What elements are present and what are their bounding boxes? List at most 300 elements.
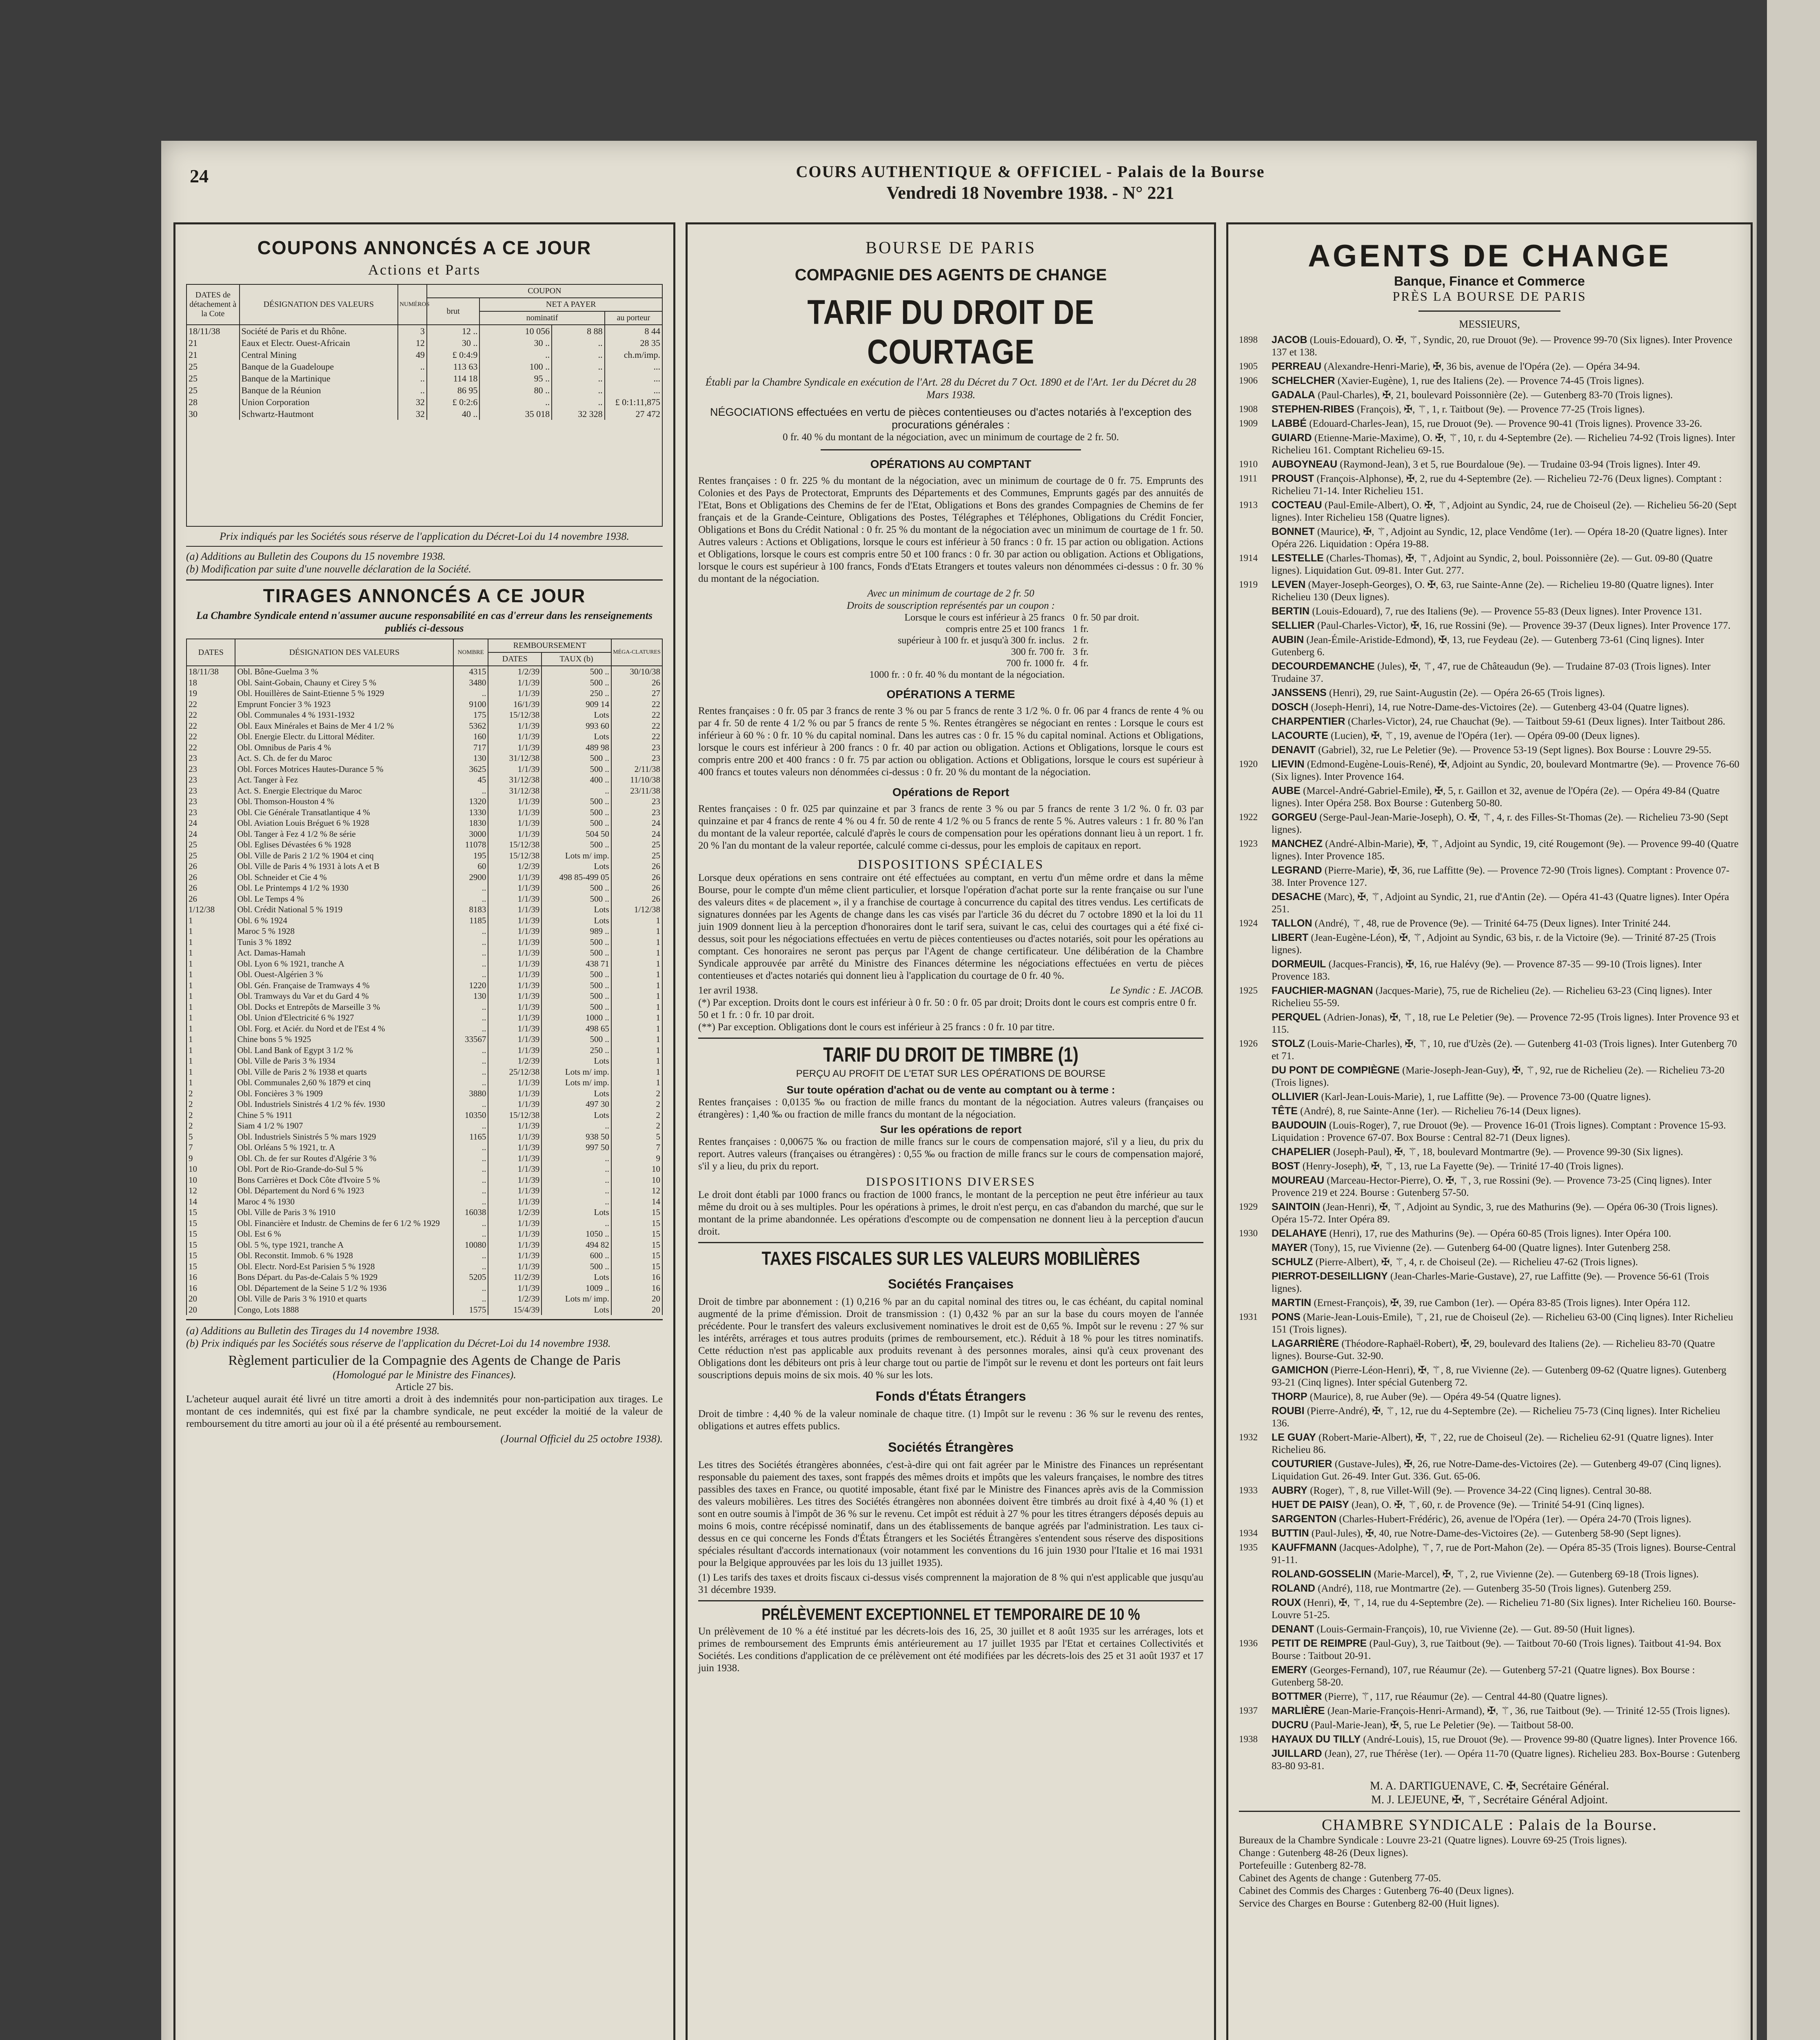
table-cell: 22 bbox=[611, 710, 662, 721]
table-cell: 12 bbox=[398, 337, 427, 349]
table-row bbox=[186, 384, 662, 396]
table-cell: 1/1/39 bbox=[488, 677, 542, 688]
table-cell: Obl. Crédit National 5 % 1919 bbox=[235, 904, 453, 915]
coupons-note-a: (a) Additions au Bulletin des Coupons du 15 novembre 1938. bbox=[186, 550, 446, 562]
agent-name: SARGENTON bbox=[1272, 1513, 1337, 1525]
table-cell: 60 bbox=[453, 861, 488, 872]
table-cell: 15 bbox=[611, 1261, 662, 1272]
agent-address: (Henry-Joseph), ✠, ⚚, 13, rue La Fayette (9e). — Trinité 17-40 (Trois lignes). bbox=[1302, 1161, 1624, 1172]
newspaper-page bbox=[161, 141, 1757, 2040]
agent-name: BONNET bbox=[1272, 526, 1315, 537]
table-cell: 1 bbox=[611, 947, 662, 958]
table-cell: 16 bbox=[186, 1283, 235, 1294]
table-cell: 15 bbox=[186, 1228, 235, 1240]
table-cell: 1 bbox=[186, 1023, 235, 1034]
table-cell: Obl. Est 6 % bbox=[235, 1228, 453, 1240]
agent-details bbox=[1272, 1337, 1740, 1362]
fr-text: Droit de timbre par abonnement : (1) 0,216 % par an du capital nominal des titres ou, le cas échéant, du capital nominal augmenté de la prime d'émission. Droit de transmission : (1) 0,432 % par an sur la base du cours moyen de l'année précédente. Pour le transfert des valeurs exclusivement nominatives le droit est de 0,65 %. Impôt sur le revenu : 27 % sur les intérêts, arrérages et tous autres produits (primes de remboursement, etc.). Réduit à 18 % pour les titres nominatifs. Cette réduction n'est pas applicable aux produits revenant à des personnes morales, ainsi qu'à ceux provenant des Obligations dont les débiteurs ont pris à leur charge tout ou partie de l'impôt sur le revenu et dont les porteurs ont fait leurs souscriptions depuis moins de six mois. 40 % sur les lots. bbox=[698, 1296, 1203, 1381]
table-cell: Maroc 5 % 1928 bbox=[235, 926, 453, 937]
table-cell: 1/1/39 bbox=[488, 1164, 542, 1175]
table-row bbox=[186, 1164, 662, 1175]
table-cell: 1/1/39 bbox=[488, 894, 542, 905]
table-row bbox=[186, 796, 662, 807]
table-row bbox=[186, 1272, 662, 1283]
table-row bbox=[186, 1261, 662, 1272]
agent-entry bbox=[1239, 1664, 1740, 1689]
table-row bbox=[186, 861, 662, 872]
col-header: TAUX (b) bbox=[542, 652, 611, 666]
table-cell: 10 bbox=[186, 1175, 235, 1186]
agent-entry bbox=[1239, 1690, 1740, 1703]
table-cell: .. bbox=[453, 1164, 488, 1175]
souscription-rate: 2 fr. bbox=[1073, 635, 1089, 646]
agent-year: 1913 bbox=[1239, 500, 1258, 510]
agent-details bbox=[1272, 730, 1740, 742]
etr-text: Les titres des Sociétés étrangères abonnées, c'est-à-dire qui ont fait agréer par le Ministre des Finances un représentant responsable du paiement des taxes, sont frappés des mêmes droits et impôts que les valeurs françaises, le nombre des titres passibles des taxes en France, ou quotité imposable, étant fixé par le Ministre des Finances après avis de la Commission des valeurs mobilières. Les titres des Sociétés étrangères non abonnées doivent être timbrés au droit fixé à 4,40 % (1) et sont en outre soumis à l'impôt de 36 % sur le revenu. Cet impôt est réduit à 27 % pour les titres étrangers déposés depuis au moins 6 mois, contre récépissé nominatif, dans un des établissements de banque agréés par l'administration. Les taux ci-dessus en ce qui concerne les Fonds d'États Étrangers et les Sociétés Étrangères s'entendent sous réserve des dispositions spéciales résultant d'accords internationaux (voir notamment les conventions du 16 juin 1930 pour l'Italie et 16 mai 1931 pour la Belgique approuvées par les lois du 13 juillet 1935). bbox=[698, 1459, 1203, 1568]
table-cell: 15/12/38 bbox=[488, 710, 542, 721]
agent-details bbox=[1272, 432, 1740, 457]
table-row bbox=[186, 1207, 662, 1218]
table-cell: Congo, Lots 1888 bbox=[235, 1304, 453, 1315]
agent-entry bbox=[1239, 375, 1740, 387]
agent-details bbox=[1272, 605, 1740, 618]
table-cell: .. bbox=[453, 688, 488, 699]
agent-address: (Jean-Eugène-Léon), ✠, ⚚, Adjoint au Syndic, 63 bis, r. de la Victoire (9e). — Trinité 87-25 (Trois lignes). bbox=[1272, 932, 1716, 956]
agent-entry bbox=[1239, 526, 1740, 550]
chambre-line: Service des Charges en Bourse : Gutenberg 82-00 (Huit lignes). bbox=[1239, 1898, 1499, 1909]
agent-address: (André), 118, rue Montmartre (2e). — Gutenberg 35-50 (Trois lignes). Gutenberg 259. bbox=[1318, 1583, 1671, 1594]
table-cell: Lots m/ imp. bbox=[542, 1293, 611, 1304]
agent-year bbox=[1239, 1690, 1272, 1703]
agent-year bbox=[1239, 785, 1272, 809]
agent-year: 1914 bbox=[1239, 553, 1258, 563]
table-cell: 15/12/38 bbox=[488, 839, 542, 850]
agent-details bbox=[1272, 1064, 1740, 1089]
table-cell: 1/1/39 bbox=[488, 1240, 542, 1251]
table-cell: Obl. Electr. Nord-Est Parisien 5 % 1928 bbox=[235, 1261, 453, 1272]
agent-year: 1922 bbox=[1239, 812, 1258, 822]
table-cell: .. bbox=[552, 396, 605, 408]
table-cell: £ 0:4:9 bbox=[427, 349, 480, 361]
negociations-rate: 0 fr. 40 % du montant de la négociation, avec un minimum de courtage de 2 fr. 50. bbox=[782, 432, 1119, 443]
table-cell: 8183 bbox=[453, 904, 488, 915]
agent-year: 1906 bbox=[1239, 375, 1258, 386]
prelevement-text: Un prélèvement de 10 % a été institué par les décrets-lois des 16, 25, 30 juillet et 8 août 1935 sur les arrérages, lots et primes de remboursement des Emprunts émis antérieurement au 17 juillet 1935 par l'Etat et certaines Collectivités et Sociétés. Les conditions d'application de ce prélèvement ont été modifiées par les décrets-lois des 25 et 31 août 1937 et 17 juin 1938. bbox=[698, 1626, 1203, 1674]
agent-name: MARLIÈRE bbox=[1272, 1705, 1325, 1716]
table-cell: Lots bbox=[542, 861, 611, 872]
table-cell: 1/2/39 bbox=[488, 1293, 542, 1304]
table-cell: 18/11/38 bbox=[186, 325, 240, 337]
table-cell: 15 bbox=[611, 1228, 662, 1240]
agent-year: 1905 bbox=[1239, 361, 1258, 371]
table-row bbox=[186, 408, 662, 420]
agent-year: 1898 bbox=[1239, 335, 1258, 345]
table-cell: 16 bbox=[611, 1283, 662, 1294]
agent-year bbox=[1239, 730, 1272, 742]
table-cell: 130 bbox=[453, 753, 488, 764]
table-cell: 45 bbox=[453, 774, 488, 785]
table-cell: 23 bbox=[186, 753, 235, 764]
right-column bbox=[1226, 222, 1753, 2040]
agent-details bbox=[1272, 1390, 1740, 1403]
agent-address: (Louis-Roger), 7, rue Drouot (9e). — Provence 16-01 (Trois lignes). Comptant : Provence 15-93. Liquidation : Provence 67-07. Box Bourse : Central 82-71 (Deux lignes). bbox=[1272, 1120, 1726, 1143]
agent-address: (Maurice), 8, rue Auber (9e). — Opéra 49-54 (Quatre lignes). bbox=[1310, 1391, 1561, 1402]
agent-name: AUBOYNEAU bbox=[1272, 459, 1338, 470]
agent-name: LEGRAND bbox=[1272, 865, 1322, 876]
agent-name: SAINTOIN bbox=[1272, 1201, 1320, 1213]
agent-address: (Edmond-Eugène-Louis-René), ✠, Adjoint au Syndic, 20, boulevard Montmartre (9e). — Provence 76-60 (Six lignes). Inter Provence 164. bbox=[1272, 759, 1740, 782]
agent-address: (Roger), ⚚, 8, rue Villet-Will (9e). — Provence 34-22 (Cinq lignes). Central 30-88. bbox=[1310, 1485, 1652, 1496]
table-cell: 1/1/39 bbox=[488, 915, 542, 926]
page-number: 24 bbox=[190, 166, 209, 186]
agent-name: PERQUEL bbox=[1272, 1011, 1321, 1023]
table-cell: .. bbox=[542, 785, 611, 796]
agent-entry bbox=[1239, 1256, 1740, 1268]
agent-details bbox=[1272, 375, 1740, 387]
syndic-signature: Le Syndic : E. JACOB. bbox=[1110, 985, 1203, 996]
table-cell: 400 .. bbox=[542, 774, 611, 785]
agent-name: DORMEUIL bbox=[1272, 958, 1326, 970]
table-cell: 20 bbox=[186, 1304, 235, 1315]
agent-entry bbox=[1239, 1011, 1740, 1036]
chambre-line: Cabinet des Commis des Charges : Gutenberg 76-40 (Deux lignes). bbox=[1239, 1885, 1514, 1896]
table-cell: Obl. Ville de Paris 4 % 1931 à lots A et B bbox=[235, 861, 453, 872]
table-cell: 1830 bbox=[453, 818, 488, 829]
table-cell: 494 82 bbox=[542, 1240, 611, 1251]
table-cell: 1/1/39 bbox=[488, 1218, 542, 1229]
agent-name: GADALA bbox=[1272, 389, 1315, 401]
table-cell: Lots bbox=[542, 1272, 611, 1283]
chambre-line: Portefeuille : Gutenberg 82-78. bbox=[1239, 1860, 1366, 1871]
coupons-note-b: (b) Modification par suite d'une nouvelle déclaration de la Société. bbox=[186, 563, 471, 575]
agent-entry bbox=[1239, 785, 1740, 809]
table-cell: 28 35 bbox=[605, 337, 662, 349]
table-cell: 7 bbox=[186, 1142, 235, 1153]
agent-name: TÊTE bbox=[1272, 1105, 1298, 1117]
agent-name: STEPHEN-RIBES bbox=[1272, 404, 1354, 415]
table-cell: 1 bbox=[611, 926, 662, 937]
agent-year bbox=[1239, 891, 1272, 916]
table-row bbox=[186, 937, 662, 948]
table-row bbox=[186, 1283, 662, 1294]
table-cell: 1/1/39 bbox=[488, 958, 542, 969]
agent-address: (Théodore-Raphaël-Robert), ✠, 29, boulevard des Italiens (2e). — Richelieu 83-70 (Quatre lignes). Bourse-Gut. 32-90. bbox=[1272, 1338, 1715, 1361]
agent-details bbox=[1272, 744, 1740, 756]
col-header: nominatif bbox=[479, 311, 604, 325]
table-cell: Obl. 6 % 1924 bbox=[235, 915, 453, 926]
agent-entry bbox=[1239, 891, 1740, 916]
table-cell: Obl. Docks et Entrepôts de Marseille 3 % bbox=[235, 1002, 453, 1013]
agent-year bbox=[1239, 1499, 1272, 1511]
agent-details bbox=[1272, 499, 1740, 524]
agent-details bbox=[1272, 917, 1740, 930]
agent-year: 1926 bbox=[1239, 1038, 1258, 1049]
table-cell: 26 bbox=[186, 883, 235, 894]
comptant-min: Avec un minimum de courtage de 2 fr. 50 bbox=[867, 588, 1034, 599]
souscription-row bbox=[698, 646, 1203, 658]
col-header: DÉSIGNATION DES VALEURS bbox=[235, 639, 453, 666]
agent-name: JUILLARD bbox=[1272, 1748, 1322, 1759]
agent-address: (François), ✠, ⚚, 1, r. Taitbout (9e). — Provence 77-25 (Trois lignes). bbox=[1357, 404, 1645, 415]
agent-details bbox=[1272, 634, 1740, 659]
tarif-intro: Établi par la Chambre Syndicale en exécution de l'Art. 28 du Décret du 7 Oct. 1890 et de l'Art. 1er du Décret du 28 Mars 1938. bbox=[705, 376, 1196, 401]
agent-details bbox=[1272, 389, 1740, 401]
agent-name: CHAPELIER bbox=[1272, 1146, 1331, 1157]
tarif-courtage-title: TARIF DU DROIT DE COURTAGE bbox=[807, 293, 1094, 371]
souscription-range: 300 fr. 700 fr. bbox=[1011, 647, 1065, 657]
tirages-note-a: (a) Additions au Bulletin des Tirages du 14 novembre 1938. bbox=[186, 1325, 440, 1337]
agent-name: EMERY bbox=[1272, 1664, 1307, 1676]
issue-date: Vendredi 18 Novembre 1938. - N° 221 bbox=[886, 183, 1174, 203]
table-cell: 1/1/39 bbox=[488, 1228, 542, 1240]
agent-address: (Jacques-Adolphe), ⚚, 7, rue de Port-Mahon (2e). — Opéra 85-35 (Trois lignes). Bourse-Central 91-11. bbox=[1272, 1542, 1736, 1565]
table-cell: 1 bbox=[611, 1034, 662, 1045]
agent-year: 1937 bbox=[1239, 1705, 1258, 1716]
table-cell: 909 14 bbox=[542, 699, 611, 710]
table-cell: 498 85-499 05 bbox=[542, 872, 611, 883]
agent-address: (Charles-Thomas), ✠, ⚚, Adjoint au Syndic, 2, boul. Poissonnière (2e). — Gut. 09-80 (Quatre lignes). Liquidation Gut. 09-81. Inter Gut. 277. bbox=[1272, 553, 1713, 576]
table-cell: 15/12/38 bbox=[488, 1110, 542, 1121]
agent-address: (Louis-Germain-François), 10, rue Vivienne (2e). — Gut. 89-50 (Huit lignes). bbox=[1316, 1624, 1635, 1635]
table-cell: 100 .. bbox=[479, 361, 552, 373]
agent-details bbox=[1272, 1311, 1740, 1336]
agents-subtitle: Banque, Finance et Commerce bbox=[1394, 274, 1585, 288]
agent-details bbox=[1272, 619, 1740, 632]
agent-address: (Henri), 29, rue Saint-Augustin (2e). — Opéra 26-65 (Trois lignes). bbox=[1329, 687, 1605, 698]
table-cell: 15/12/38 bbox=[488, 850, 542, 861]
reglement-article: Article 27 bis. bbox=[395, 1381, 454, 1393]
table-cell: .. bbox=[542, 1164, 611, 1175]
table-cell: 500 .. bbox=[542, 818, 611, 829]
messieurs: MESSIEURS, bbox=[1459, 318, 1520, 330]
table-cell: 27 472 bbox=[605, 408, 662, 420]
agent-entry bbox=[1239, 687, 1740, 699]
table-cell: 997 50 bbox=[542, 1142, 611, 1153]
table-cell: 25/12/38 bbox=[488, 1067, 542, 1078]
table-cell: .. bbox=[453, 1002, 488, 1013]
agent-details bbox=[1272, 403, 1740, 416]
agent-address: (Lucien), ✠, ⚚, 19, avenue de l'Opéra (1er). — Opéra 09-00 (Deux lignes). bbox=[1331, 730, 1640, 741]
agent-entry bbox=[1239, 1568, 1740, 1581]
agent-entry bbox=[1239, 985, 1740, 1009]
table-cell: 1 bbox=[186, 991, 235, 1002]
agent-name: THORP bbox=[1272, 1391, 1307, 1402]
table-cell: 1 bbox=[611, 958, 662, 969]
table-cell: 80 .. bbox=[479, 384, 552, 396]
agent-entry bbox=[1239, 917, 1740, 930]
table-cell: .. bbox=[453, 937, 488, 948]
table-row bbox=[186, 688, 662, 699]
table-cell: 1/1/39 bbox=[488, 926, 542, 937]
table-cell: 1330 bbox=[453, 807, 488, 818]
agent-address: (Joseph-Henri), 14, rue Notre-Dame-des-Victoires (2e). — Gutenberg 43-04 (Quatre lignes). bbox=[1311, 702, 1689, 713]
table-cell: Lots bbox=[542, 915, 611, 926]
table-cell: Obl. Ville de Paris 3 % 1934 bbox=[235, 1055, 453, 1067]
secretaire-general: M. A. DARTIGUENAVE, C. ✠, Secrétaire Général. bbox=[1370, 1780, 1609, 1792]
table-cell: 2 bbox=[611, 1110, 662, 1121]
agent-details bbox=[1272, 552, 1740, 577]
dispositions-title: DISPOSITIONS SPÉCIALES bbox=[857, 857, 1044, 871]
table-cell: Lots bbox=[542, 1304, 611, 1315]
table-cell: 23 bbox=[186, 785, 235, 796]
table-cell: Société de Paris et du Rhône. bbox=[240, 325, 398, 337]
diverses-title: DISPOSITIONS DIVERSES bbox=[866, 1175, 1036, 1189]
agent-details bbox=[1272, 891, 1740, 916]
table-cell: Schwartz-Hautmont bbox=[240, 408, 398, 420]
table-cell: 22 bbox=[186, 710, 235, 721]
table-cell: .. bbox=[453, 1077, 488, 1088]
table-row bbox=[186, 915, 662, 926]
table-cell: 15 bbox=[611, 1207, 662, 1218]
table-cell: 23 bbox=[186, 774, 235, 785]
table-cell: 24 bbox=[611, 829, 662, 840]
table-cell: 130 bbox=[453, 991, 488, 1002]
table-cell: 5205 bbox=[453, 1272, 488, 1283]
table-cell: .. bbox=[542, 1218, 611, 1229]
table-cell: Emprunt Foncier 3 % 1923 bbox=[235, 699, 453, 710]
table-cell: .. bbox=[453, 1185, 488, 1196]
agent-entry bbox=[1239, 1390, 1740, 1403]
agent-details bbox=[1272, 985, 1740, 1009]
souscription-rate: 0 fr. 50 par droit. bbox=[1073, 612, 1139, 623]
agent-details bbox=[1272, 838, 1740, 863]
left-column bbox=[173, 222, 675, 2040]
agent-address: (Paul-Marie-Jean), ✠, 5, rue Le Peletier (9e). — Taitbout 58-00. bbox=[1311, 1720, 1574, 1731]
agent-year bbox=[1239, 1242, 1272, 1254]
table-cell: 26 bbox=[611, 677, 662, 688]
table-cell: Lots bbox=[542, 731, 611, 742]
agent-year: 1932 bbox=[1239, 1432, 1258, 1442]
table-cell: 500 .. bbox=[542, 969, 611, 980]
agent-details bbox=[1272, 1458, 1740, 1483]
table-cell: 18 bbox=[186, 677, 235, 688]
chambre-line: Change : Gutenberg 48-26 (Deux lignes). bbox=[1239, 1847, 1408, 1858]
agent-year bbox=[1239, 1664, 1272, 1689]
table-cell: 16/1/39 bbox=[488, 699, 542, 710]
agents-list bbox=[1239, 334, 1740, 1772]
agent-address: (Gustave-Jules), ✠, 26, rue Notre-Dame-des-Victoires (2e). — Gutenberg 49-07 (Cinq lignes). Liquidation Gut. 26-49. Inter Gut. 336. Gut. 65-06. bbox=[1272, 1459, 1722, 1482]
agent-entry bbox=[1239, 1499, 1740, 1511]
agent-name: PROUST bbox=[1272, 473, 1314, 484]
table-cell: £ 0:2:6 bbox=[427, 396, 480, 408]
table-cell: Obl. Communales 4 % 1931-1932 bbox=[235, 710, 453, 721]
table-row bbox=[186, 710, 662, 721]
table-cell: 2 bbox=[611, 1099, 662, 1110]
table-cell: Obl. Reconstit. Immob. 6 % 1928 bbox=[235, 1250, 453, 1261]
table-cell: 2 bbox=[186, 1099, 235, 1110]
table-row bbox=[186, 753, 662, 764]
table-cell: 1/1/39 bbox=[488, 1153, 542, 1164]
agent-details bbox=[1272, 931, 1740, 956]
agent-year bbox=[1239, 1719, 1272, 1732]
table-cell: 1/1/39 bbox=[488, 688, 542, 699]
souscription-row bbox=[698, 669, 1203, 681]
table-cell: 1/1/39 bbox=[488, 731, 542, 742]
agent-address: (Jacques-Marie), 75, rue de Richelieu (2e). — Richelieu 63-23 (Cinq lignes). Inter Richelieu 55-59. bbox=[1272, 985, 1712, 1009]
agent-entry bbox=[1239, 931, 1740, 956]
prelevement-title: PRÉLÈVEMENT EXCEPTIONNEL ET TEMPORAIRE DE 10 % bbox=[761, 1605, 1140, 1623]
agent-details bbox=[1272, 660, 1740, 685]
agent-address: (Jules), ✠, ⚚, 47, rue de Châteaudun (9e). — Trudaine 87-03 (Trois lignes). Inter Trudaine 37. bbox=[1272, 661, 1711, 684]
table-row bbox=[186, 1131, 662, 1142]
table-row bbox=[186, 839, 662, 850]
souscription-rate: 3 fr. bbox=[1073, 647, 1089, 657]
agent-name: DOSCH bbox=[1272, 701, 1309, 713]
table-cell: Eaux et Electr. Ouest-Africain bbox=[240, 337, 398, 349]
souscription-row bbox=[698, 658, 1203, 669]
agent-address: (Robert-Marie-Albert), ✠, ⚚, 22, rue de Choiseul (2e). — Richelieu 62-91 (Quatre lignes). Inter Richelieu 86. bbox=[1272, 1432, 1713, 1455]
agent-name: ROUX bbox=[1272, 1597, 1301, 1608]
table-row bbox=[186, 1088, 662, 1099]
agent-details bbox=[1272, 811, 1740, 836]
agent-address: (François-Alphonse), ✠, 2, rue du 4-Septembre (2e). — Richelieu 72-76 (Deux lignes). Comptant : Richelieu 71-14. Inter Richelieu 151. bbox=[1272, 473, 1722, 497]
agent-name: GUIARD bbox=[1272, 432, 1312, 443]
table-cell: .. bbox=[453, 883, 488, 894]
table-cell: 1/12/38 bbox=[611, 904, 662, 915]
table-cell: 489 98 bbox=[542, 742, 611, 753]
agent-details bbox=[1272, 1038, 1740, 1062]
agent-address: (Xavier-Eugène), 1, rue des Italiens (2e). — Provence 74-45 (Trois lignes). bbox=[1337, 375, 1644, 386]
table-row bbox=[186, 1120, 662, 1131]
table-cell: Obl. Houillères de Saint-Etienne 5 % 1929 bbox=[235, 688, 453, 699]
table-cell: 114 18 bbox=[427, 373, 480, 384]
table-cell: £ 0:1:11,875 bbox=[605, 396, 662, 408]
table-cell: 498 65 bbox=[542, 1023, 611, 1034]
agent-year: 1920 bbox=[1239, 759, 1258, 769]
agent-address: (Paul-Guy), 3, rue Taitbout (9e). — Taitbout 70-60 (Trois lignes). Taitbout 41-94. Box Bourse : Taitbout 20-91. bbox=[1272, 1638, 1722, 1661]
agent-year: 1935 bbox=[1239, 1542, 1258, 1552]
table-cell: Obl. Port de Rio-Grande-do-Sul 5 % bbox=[235, 1164, 453, 1175]
table-cell: 32 bbox=[398, 396, 427, 408]
table-row bbox=[186, 1153, 662, 1164]
agent-details bbox=[1272, 1174, 1740, 1199]
agent-details bbox=[1272, 1597, 1740, 1621]
agent-address: (Louis-Edouard), 7, rue des Italiens (9e). — Provence 55-83 (Deux lignes). Inter Provence 131. bbox=[1312, 606, 1702, 617]
col-header: DÉSIGNATION DES VALEURS bbox=[240, 284, 398, 325]
reglement-text: L'acheteur auquel aurait été livré un titre amorti a droit à des indemnités pour non-participation aux tirages. Le montant de ces indemnités, qui est fixé par la chambre syndicale, ne peut excéder la moitié de la valeur de remboursement du titre amorti au jour où il a été présenté au remboursement. bbox=[186, 1394, 663, 1429]
coupons-subtitle: Actions et Parts bbox=[368, 262, 481, 278]
table-cell: 3000 bbox=[453, 829, 488, 840]
table-cell: 500 .. bbox=[542, 894, 611, 905]
table-cell: 1220 bbox=[453, 980, 488, 991]
table-cell: 1 bbox=[186, 1045, 235, 1056]
table-cell: 26 bbox=[186, 861, 235, 872]
agent-entry bbox=[1239, 334, 1740, 359]
agent-details bbox=[1272, 1484, 1740, 1497]
agent-address: (Charles-Hubert-Frédéric), 26, avenue de l'Opéra (1er). — Opéra 24-70 (Trois lignes). bbox=[1339, 1514, 1691, 1525]
agent-year bbox=[1239, 1160, 1272, 1173]
table-cell: 21 bbox=[186, 337, 240, 349]
table-cell: Obl. 5 %, type 1921, tranche A bbox=[235, 1240, 453, 1251]
souscription-range: 1000 fr. : 0 fr. 40 % du montant de la négociation. bbox=[869, 670, 1065, 680]
table-cell: 18/11/38 bbox=[186, 666, 235, 677]
terme-text: Rentes françaises : 0 fr. 05 par 3 francs de rente 3 % ou par 5 francs de rente 3 1/2 %. 0 fr. 06 par 4 francs de rente 4 % ou par 4 fr. 50 de rente 4 1/2 % ou par 5 francs de rente 5 %. Rentes étrangères se négociant en rentes : Lorsque le cours est inférieur à 60 % : 0 fr. 10 % du capital nominal. Dans les autres cas : 0 fr. 15 % du capital nominal. Actions et Obligations, lorsque le cours est inférieur à 200 francs : 0 fr. 40 par action ou obligation. Actions et Obligations, lorsque le cours est compris entre 200 et 400 francs : 0 fr. 75 par action ou obligation. Actions et Obligations, lorsque le cours est supérieur à 400 francs et toutes valeurs non dénommées ci-dessus : 0 fr. 20 % du montant de la négociation. bbox=[698, 705, 1203, 778]
table-cell: 1/2/39 bbox=[488, 666, 542, 677]
table-cell: 1/1/39 bbox=[488, 796, 542, 807]
table-cell: 2900 bbox=[453, 872, 488, 883]
table-cell: 15 bbox=[186, 1240, 235, 1251]
table-cell: 500 .. bbox=[542, 807, 611, 818]
table-cell: Obl. Ville de Paris 3 % 1910 bbox=[235, 1207, 453, 1218]
table-cell: 23 bbox=[611, 807, 662, 818]
table-cell: 1 bbox=[611, 1023, 662, 1034]
agent-entry bbox=[1239, 1719, 1740, 1732]
bourse-title: BOURSE DE PARIS bbox=[866, 239, 1036, 257]
table-cell: 500 .. bbox=[542, 1002, 611, 1013]
agent-entry bbox=[1239, 432, 1740, 457]
table-cell: 1/1/39 bbox=[488, 969, 542, 980]
table-cell: Act. Tanger à Fez bbox=[235, 774, 453, 785]
